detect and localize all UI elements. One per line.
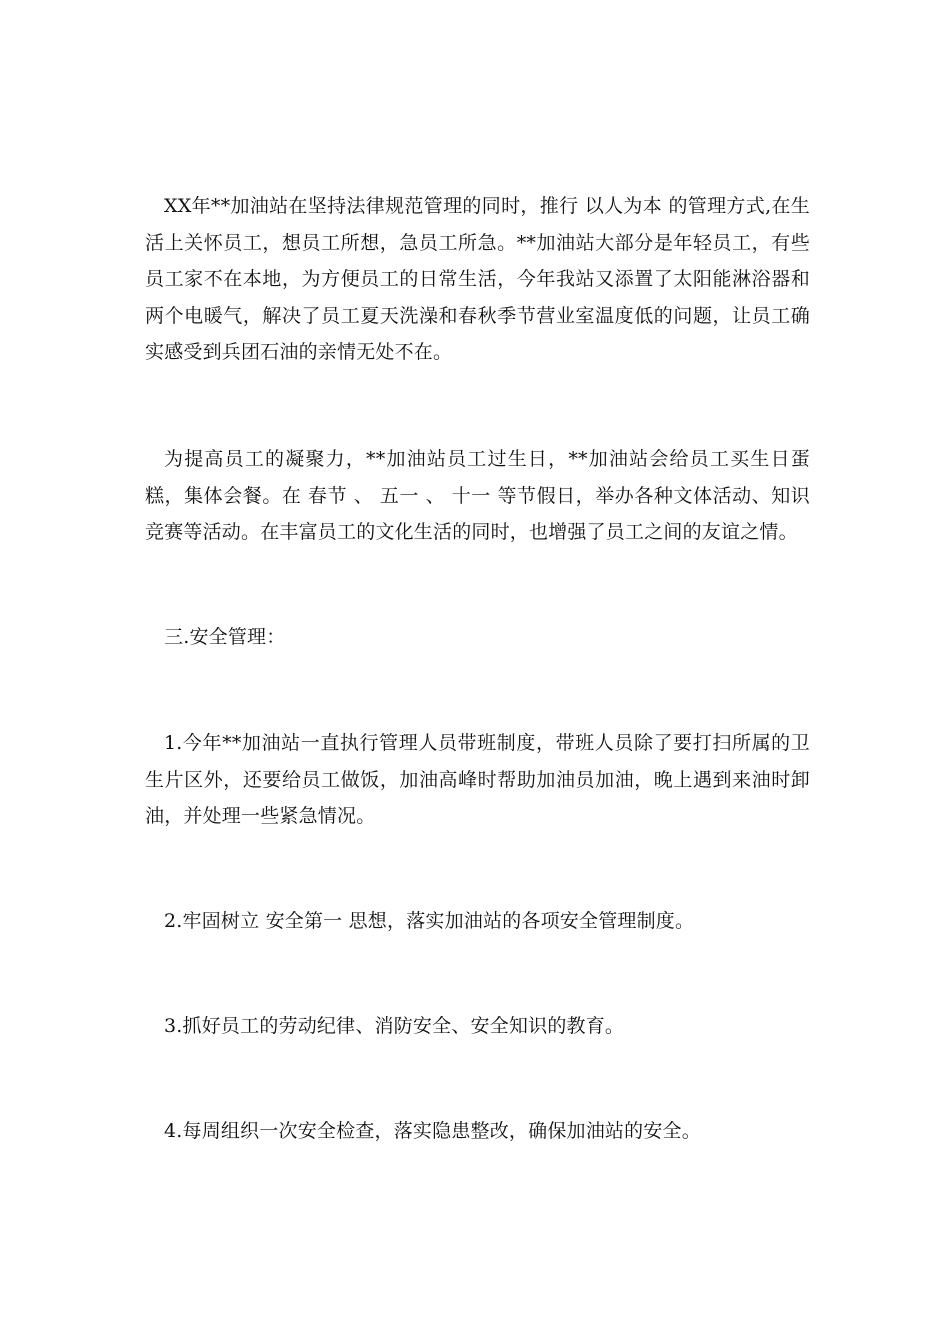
- paragraph-employee-care: XX年**加油站在坚持法律规范管理的同时，推行 以人为本 的管理方式,在生活上关怀员工，想员工所想，急员工所急。**加油站大部分是年轻员工，有些员工家不在本地，为方便员工的日常生活，今年我站又添置了太阳能淋浴器和两个电暖气，解决了员工夏天洗澡和春秋季节营业室温度低的问题，让员工确实感受到兵团石油的亲情无处不在。: [145, 195, 810, 363]
- paragraph-cohesion: 为提高员工的凝聚力，**加油站员工过生日，**加油站会给员工买生日蛋糕，集体会餐。在 春节 、 五一 、 十一 等节假日，举办各种文体活动、知识竞赛等活动。在丰富员工的文化生活的同时，也增强了员工之间的友谊之情。: [145, 448, 810, 543]
- list-item-3: 3.抓好员工的劳动纪律、消防安全、安全知识的教育。: [164, 1015, 625, 1037]
- list-item-4: 4.每周组织一次安全检查，落实隐患整改，确保加油站的安全。: [164, 1120, 701, 1142]
- list-item-2: 2.牢固树立 安全第一 思想，落实加油站的各项安全管理制度。: [164, 910, 695, 932]
- list-item-1: 1.今年**加油站一直执行管理人员带班制度，带班人员除了要打扫所属的卫生片区外，还要给员工做饭，加油高峰时帮助加油员加油，晚上遇到来油时卸油，并处理一些紧急情况。: [145, 732, 810, 827]
- section-heading-safety-management: 三.安全管理：: [164, 626, 286, 648]
